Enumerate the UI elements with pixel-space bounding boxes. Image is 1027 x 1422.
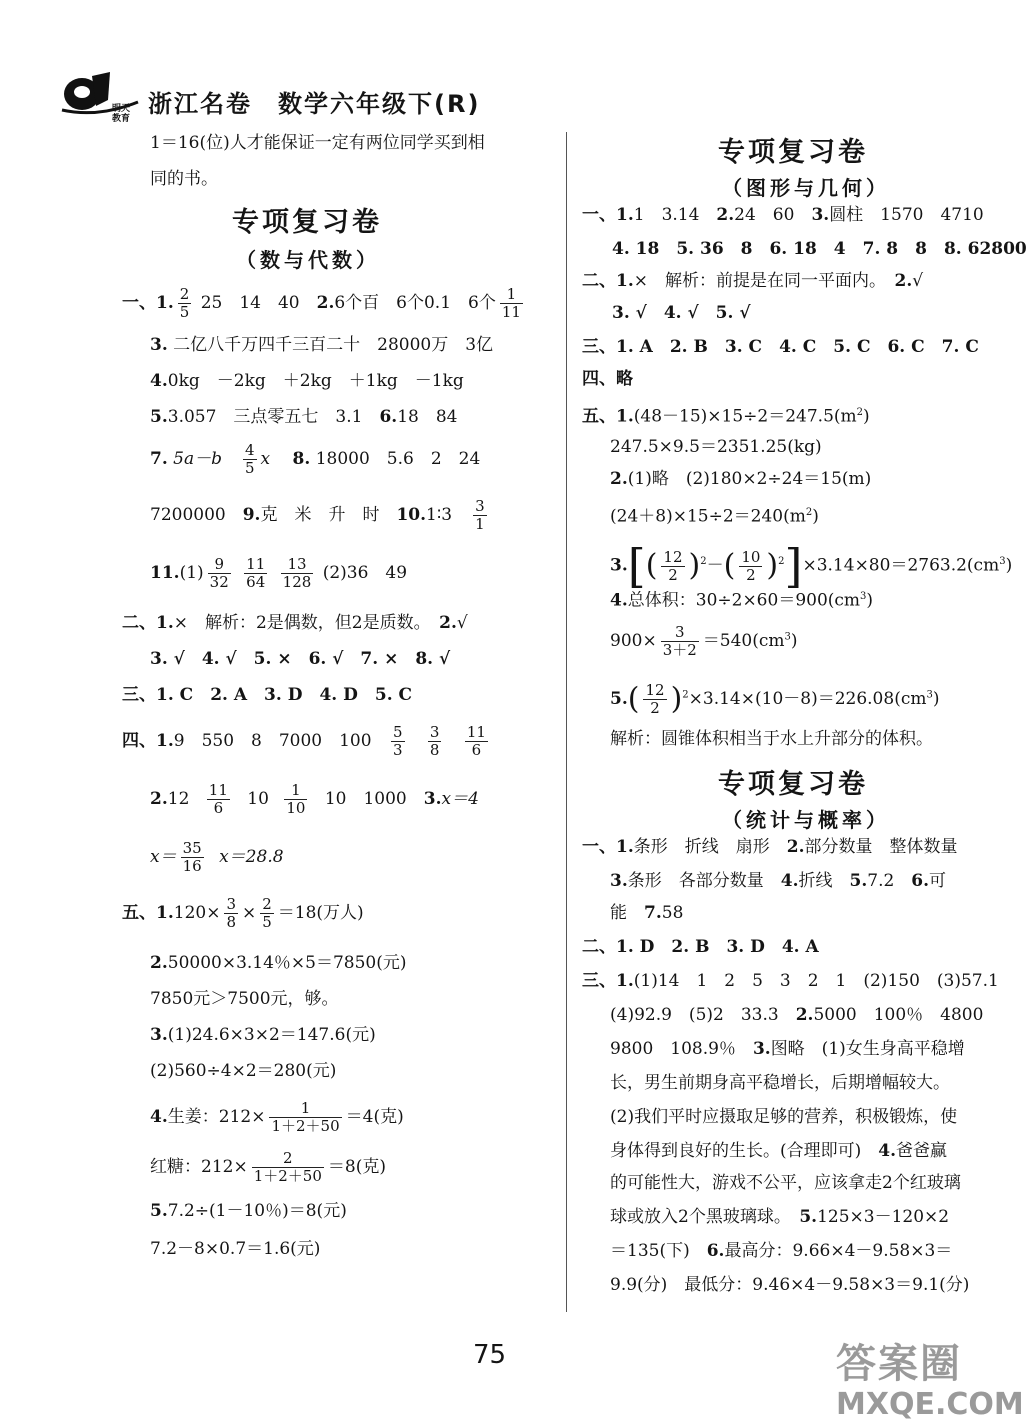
answer-line: 四、略: [582, 369, 633, 389]
answer-line: 3. √ 4. √ 5. √: [612, 303, 751, 323]
answer-line: 二、1. D 2. B 3. D 4. A: [582, 937, 819, 957]
watermark: [836, 1332, 1024, 1422]
answer-line: 7850元＞7500元，够。: [150, 989, 339, 1009]
answer-line: 3.[( $\frac{12}{2}$ )$^2$－( $\frac{10}{2}$ )$^2]\times 3.14\times 80=2763.2(cm^3)$: [610, 539, 1013, 593]
answer-line: (2)560÷4×2＝280(元): [150, 1061, 337, 1081]
answer-line: 5.( $\frac{12}{2}$ )$^2\times 3.14\times(10-8)=226.08(cm^3)$: [610, 681, 940, 717]
answer-line: 一、1.1 3.14 2.24 60 3.圆柱 1570 4710: [582, 205, 984, 225]
section-subtitle: （统计与概率）: [722, 808, 890, 832]
answer-line: 球或放入2个黑玻璃球。 5.125×3－120×2: [610, 1207, 950, 1227]
answer-line: 2.50000×3.14％×5＝7850(元): [150, 953, 407, 973]
answer-line: 能 7.58: [610, 903, 684, 923]
answer-line: 9800 108.9％ 3.图略 (1)女生身高平稳增: [610, 1039, 965, 1059]
answer-line: 900× $\frac{3}{3+2}$ $=540(cm^3)$: [610, 623, 798, 659]
section-subtitle: （数与代数）: [236, 248, 380, 272]
column-divider: [566, 132, 567, 1312]
answer-line: 9.9(分) 最低分：9.46×4－9.58×3＝9.1(分): [610, 1275, 970, 1295]
page-number: 75: [473, 1340, 507, 1370]
answer-line: (4)92.9 (5)2 33.3 2.5000 100％ 4800: [610, 1005, 984, 1025]
answer-line: 3. 二亿八千万四千三百二十 28000万 3亿: [150, 335, 494, 355]
answer-line: 二、1.× 解析：2是偶数，但2是质数。 2.√: [122, 613, 468, 633]
answer-line: 5.3.057 三点零五七 3.1 6.18 84: [150, 407, 458, 427]
header-title: 浙江名卷 数学六年级下(R): [148, 90, 481, 118]
answer-line: 2.(1)略 (2)180×2÷24＝15(m): [610, 469, 872, 489]
answer-line: 3. √ 4. √ 5. × 6. √ 7. × 8. √: [150, 649, 451, 669]
answer-line: 二、1.× 解析：前提是在同一平面内。 2.√: [582, 271, 924, 291]
answer-line: 4. 18 5. 36 8 6. 18 4 7. 8 8 8. 62800: [612, 239, 1027, 259]
answer-line: 7. 5a－b $\frac{4}{5}$ x 8. 18000 5.6 2 24: [150, 441, 481, 477]
answer-line: 三、1. C 2. A 3. D 4. D 5. C: [122, 685, 413, 705]
answer-line: 3.条形 各部分数量 4.折线 5.7.2 6.可: [610, 871, 947, 891]
answer-line: 五、1.120× $\frac{3}{8}$ × $\frac{2}{5}$ ＝18(万人): [122, 895, 364, 931]
text-line: 1＝16(位)人才能保证一定有两位同学买到相: [150, 133, 485, 153]
answer-line: 5.7.2÷(1－10％)＝8(元): [150, 1201, 347, 1221]
answer-line: 4.0kg －2kg ＋2kg ＋1kg －1kg: [150, 371, 464, 391]
answer-line: 五、$1.(48-15)\times 15\div 2=247.5(m^2)$: [582, 406, 870, 427]
text-line: 同的书。: [150, 169, 218, 189]
answer-line: 长，男生前期身高平稳增长，后期增幅较大。: [610, 1073, 950, 1093]
answer-line: 解析：圆锥体积相当于水上升部分的体积。: [610, 729, 933, 749]
answer-line: ＝135(下) 6.最高分：9.66×4－9.58×3＝: [610, 1241, 953, 1261]
answer-line: 247.5×9.5＝2351.25(kg): [610, 437, 822, 457]
answer-line: x＝ $\frac{35}{16}$ x＝28.8: [150, 839, 284, 875]
answer-line: 三、1. A 2. B 3. C 4. C 5. C 6. C 7. C: [582, 337, 979, 357]
answer-line: 11.(1) $\frac{9}{32}$ $\frac{11}{64}$ $\frac{13}{128}$ (2)36 49: [150, 555, 408, 591]
answer-line: 4.生姜：212× $\frac{1}{1+2+50}$ ＝4(克): [150, 1099, 404, 1135]
watermark-logo: 答案圈: [836, 1341, 962, 1387]
logo-subtext: 明天 教育: [112, 104, 131, 124]
section-title: 专项复习卷: [232, 207, 382, 238]
answer-line: 7200000 9.克 米 升 时 10.1∶3 $\frac{3}{1}$: [150, 497, 485, 533]
answer-line: 一、1. $\frac{2}{5}$ 25 14 40 2.6个百 6个0.1 6个 $\frac{1}{11}$: [122, 285, 521, 321]
answer-line: 3.(1)24.6×3×2＝147.6(元): [150, 1025, 376, 1045]
section-subtitle: （图形与几何）: [722, 176, 890, 200]
watermark-url: MXQE.COM: [836, 1387, 1024, 1422]
answer-line: 4.总体积：$30\div 2\times 60=900(cm^3)$: [610, 590, 874, 611]
section-title: 专项复习卷: [718, 137, 868, 168]
answer-line: 身体得到良好的生长。(合理即可) 4.爸爸赢: [610, 1141, 948, 1161]
answer-line: 红糖：212× $\frac{2}{1+2+50}$ ＝8(克): [150, 1149, 386, 1185]
answer-line: 一、1.条形 折线 扇形 2.部分数量 整体数量: [582, 837, 958, 857]
answer-line: (2)我们平时应摄取足够的营养，积极锻炼，使: [610, 1107, 958, 1127]
answer-line: 三、1.(1)14 1 2 5 3 2 1 (2)150 (3)57.1: [582, 971, 999, 991]
answer-line: 2.12 $\frac{11}{6}$ 10 $\frac{1}{10}$ 10 1000 3.x＝4: [150, 781, 479, 817]
answer-line: $(24+8)\times 15\div 2=240(m^2)$: [610, 506, 819, 527]
section-title: 专项复习卷: [718, 769, 868, 800]
answer-line: 7.2－8×0.7＝1.6(元): [150, 1239, 321, 1259]
answer-line: 的可能性大，游戏不公平，应该拿走2个红玻璃: [610, 1173, 961, 1193]
answer-line: 四、1.9 550 8 7000 100 $\frac{5}{3}$ $\frac{3}{8}$ $\frac{11}{6}$: [122, 723, 486, 759]
